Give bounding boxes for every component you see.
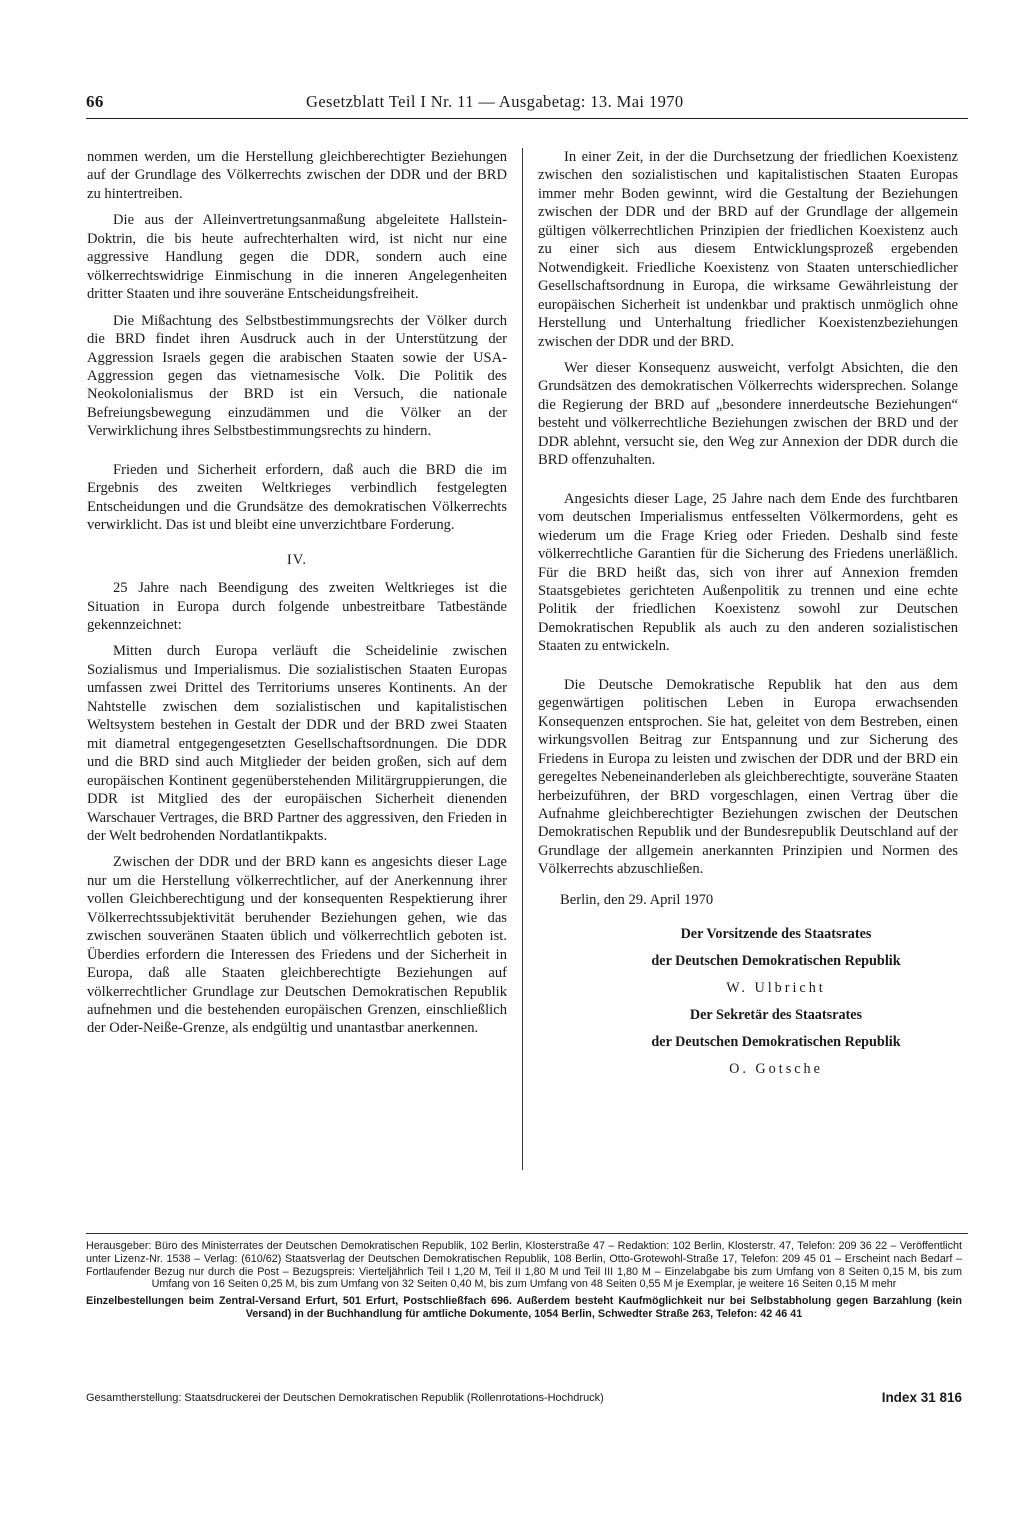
production-line xyxy=(86,1392,962,1408)
left-column xyxy=(87,148,507,1046)
paragraph: Die Mißachtung des Selbstbestimmungsrechts der Völker durch die BRD findet ihren Ausdruck auch in der Unterstützung der Aggression Israels gegen die arabischen Staaten sowie der USA-Aggression gegen das vietnamesische Volk. Die Politik des Neokolonialismus der BRD ist ein Versuch, die nationale Befreiungsbewegung einzudämmen und die Völker an der Verwirklichung ihres Selbstbestimmungsrechts zu hindern. xyxy=(87,312,507,440)
paragraph: In einer Zeit, in der die Durchsetzung der friedlichen Koexistenz zwischen den sozialistischen und kapitalistischen Staaten Europas immer mehr Boden gewinnt, wird die Gestaltung der Beziehungen zwischen der DDR und der BRD auf der Grundlage der allgemein gültigen völkerrechtlichen Prinzipien der friedlichen Koexistenz auch zu einer sich aus diesem Entwicklungsprozeß ergebenden Notwendigkeit. Friedliche Koexistenz von Staaten unterschiedlicher Gesellschaftsordnung in Europa, die wirksame Gewährleistung der europäischen Sicherheit ist undenkbar und praktisch unmöglich ohne Herstellung und Unterhaltung friedlicher Koexistenzbeziehungen zwischen der DDR und der BRD. xyxy=(538,149,958,350)
imprint xyxy=(86,1240,962,1325)
paragraph: Frieden und Sicherheit erfordern, daß auch die BRD die im Ergebnis des zweiten Weltkrieges verbindlich festgelegten Entscheidungen und die Grundsätze des demokratischen Völkerrechts verwirklicht. Das ist und bleibt eine unverzichtbare Forderung. xyxy=(87,461,507,534)
page-header xyxy=(86,92,968,118)
paragraph: Die Deutsche Demokratische Republik hat den aus dem gegenwärtigen politischen Leben in Europa erwachsenden Konsequenzen entsprochen. Sie hat, geleitet von dem Bestreben, einen wirkungsvollen Beitrag zur Entspannung und zur Sicherung des Friedens in Europa zu leisten und zwischen der DDR und der BRD ein geregeltes Nebeneinanderleben als gleichberechtigte, souveräne Staaten herbeizuführen, der BRD vorgeschlagen, einen Vertrag über die Aufnahme gleichberechtigter Beziehungen zwischen der Deutschen Demokratischen Republik und der Bundesrepublik Deutschland auf der Grundlage der allgemein anerkannten Prinzipien und Normen des Völkerrechts abzuschließen. xyxy=(538,676,958,878)
column-divider xyxy=(522,148,523,1170)
index-number: Index 31 816 xyxy=(881,1390,962,1405)
production-note: Gesamtherstellung: Staatsdruckerei der Deutschen Demokratischen Republik (Rollenrotations-Hochdruck) xyxy=(86,1392,604,1404)
paragraph: Die aus der Alleinvertretungsanmaßung abgeleitete Hallstein-Doktrin, die bis heute aufrechterhalten wird, ist nicht nur eine aggressive Handlung gegen die DDR, sondern auch eine völkerrechtswidrige Einmischung in die inneren Angelegenheiten dritter Staaten und ihre souveräne Entscheidungsfreiheit. xyxy=(87,212,507,303)
signatory-name: O. Gotsche xyxy=(729,1061,823,1078)
section-heading: IV. xyxy=(286,551,308,568)
footer-rule xyxy=(86,1233,968,1234)
header-rule xyxy=(86,118,968,119)
dateline: Berlin, den 29. April 1970 xyxy=(560,891,714,908)
publisher-info: Herausgeber: Büro des Ministerrates der Deutschen Demokratischen Republik, 102 Berlin, Klosterstraße 47 – Redaktion: 102 Berlin, Klosterstr. 47, Telefon: 209 36 22 – Veröffentlicht unter Lizenz-Nr. 1538 – Verlag: (610/62) Staatsverlag der Deutschen Demokratischen Republik, 108 Berlin, Otto-Grotewohl-Straße 17, Telefon: 209 45 01 – Erscheint nach Bedarf – Fortlaufender Bezug nur durch die Post – Bezugspreis: Vierteljährlich Teil I 1,20 M, Teil II 1,80 M und Teil III 1,80 M – Einzelabgabe bis zum Umfang von 8 Seiten 0,15 M, bis zum Umfang von 16 Seiten 0,25 M, bis zum Umfang von 32 Seiten 0,40 M, bis zum Umfang von 48 Seiten 0,55 M je Exemplar, je weitere 16 Seiten 0,15 M mehr xyxy=(86,1240,962,1291)
signatory-title: der Deutschen Demokratischen Republik xyxy=(651,953,901,970)
gazette-title: Gesetzblatt Teil I Nr. 11 — Ausgabetag: 13. Mai 1970 xyxy=(306,92,684,111)
signatory-title: Der Vorsitzende des Staatsrates xyxy=(680,926,872,943)
order-info: Einzelbestellungen beim Zentral-Versand Erfurt, 501 Erfurt, Postschließfach 696. Außerdem besteht Kaufmöglichkeit nur bei Selbstabholung gegen Barzahlung (kein Versand) in der Buchhandlung für amtliche Dokumente, 1054 Berlin, Schwedter Straße 263, Telefon: 42 46 41 xyxy=(86,1295,962,1320)
paragraph: Zwischen der DDR und der BRD kann es angesichts dieser Lage nur um die Herstellung völkerrechtlicher, auf der Anerkennung ihrer vollen Gleichberechtigung und der konsequenten Respektierung ihrer Völkerrechtssubjektivität beruhender Beziehungen gehen, wie das zwischen souveränen Staaten üblich und völkerrechtlich geboten ist. Überdies erfordern die Interessen des Friedens und der Sicherheit in Europa, daß alle Staaten gleichberechtigte Beziehungen auf völkerrechtlicher Grundlage zur Deutschen Demokratischen Republik aufnehmen und die bestehenden europäischen Grenzen, einschließlich der Oder-Neiße-Grenze, als endgültig und unantastbar anerkennen. xyxy=(87,854,507,1037)
signatory-title: der Deutschen Demokratischen Republik xyxy=(651,1034,901,1051)
paragraph: 25 Jahre nach Beendigung des zweiten Weltkrieges ist die Situation in Europa durch folgende unbestreitbare Tatbestände gekennzeichnet: xyxy=(87,580,507,633)
paragraph: Mitten durch Europa verläuft die Scheidelinie zwischen Sozialismus und Imperialismus. Die sozialistischen Staaten Europas umfassen zwei Drittel des Territoriums unseres Kontinents. An der Nahtstelle zwischen dem sozialistischen und kapitalistischen Weltsystem bestehen in Gestalt der DDR und der BRD zwei Staaten mit diametral entgegengesetzten Gesellschaftsordnungen. Die DDR und die BRD sind auch Mitglieder der beiden großen, sich auf dem europäischen Kontinent gegenüberstehenden Militärgruppierungen, die DDR ist Mitglied des der europäischen Sicherheit dienenden Warschauer Vertrages, die BRD Partner des aggressiven, den Frieden in der Welt bedrohenden Nordatlantikpakts. xyxy=(87,643,507,844)
right-column xyxy=(538,148,958,1087)
paragraph: Angesichts dieser Lage, 25 Jahre nach dem Ende des furchtbaren vom deutschen Imperialismus entfesselten Völkermordens, geht es wiederum um die Frage Krieg oder Frieden. Deshalb sind feste völkerrechtliche Garantien für die Sicherung des Friedens unerläßlich. Für die BRD heißt das, sich von ihrer auf Annexion fremden Staatsgebietes gerichteten Außenpolitik zu trennen und eine echte Politik der friedlichen Koexistenz sowohl zur Deutschen Demokratischen Republik als auch zu den anderen sozialistischen Staaten zu entwickeln. xyxy=(538,490,958,655)
page-number: 66 xyxy=(86,92,104,111)
paragraph: Wer dieser Konsequenz ausweicht, verfolgt Absichten, die den Grundsätzen des demokratischen Völkerrechts widersprechen. Solange die Regierung der BRD auf „besondere innerdeutsche Beziehungen“ besteht und völkerrechtliche Beziehungen zwischen der BRD und der DDR ablehnt, versucht sie, den Weg zur Annexion der DDR durch die BRD offenzuhalten. xyxy=(538,359,958,469)
paragraph: nommen werden, um die Herstellung gleichberechtigter Beziehungen auf der Grundlage des Völkerrechts zwischen der DDR und der BRD zu hintertreiben. xyxy=(87,149,507,202)
signatory-name: W. Ulbricht xyxy=(726,980,826,997)
signatory-title: Der Sekretär des Staatsrates xyxy=(689,1007,863,1024)
signature-block xyxy=(538,925,958,1079)
